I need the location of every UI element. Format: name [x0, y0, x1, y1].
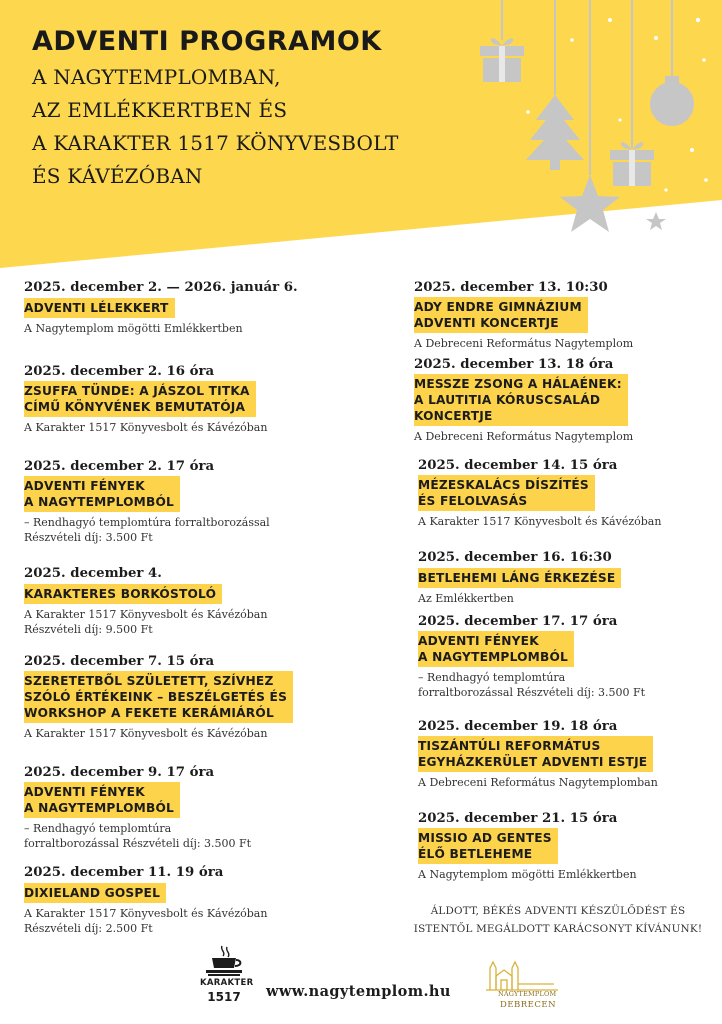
- event-date: 2025. december 2. — 2026. január 6.: [24, 280, 298, 295]
- event-date: 2025. december 16. 16:30: [418, 550, 612, 565]
- event-date: 2025. december 13. 10:30: [414, 280, 608, 295]
- header: [32, 26, 472, 193]
- event-title: MÉZESKALÁCS DÍSZÍTÉS ÉS FELOLVASÁS: [418, 475, 595, 511]
- event-date: 2025. december 13. 18 óra: [414, 357, 614, 372]
- event-date: 2025. december 7. 15 óra: [24, 654, 215, 669]
- logo-text: KARAKTER: [200, 978, 254, 988]
- event-date: 2025. december 14. 15 óra: [418, 458, 618, 473]
- page-subtitle-line: A NAGYTEMPLOMBAN,: [32, 65, 281, 89]
- event-item: [414, 279, 633, 351]
- event-title: BETLEHEMI LÁNG ÉRKEZÉSE: [418, 568, 621, 588]
- page-subtitle-line: ÉS KÁVÉZÓBAN: [32, 164, 203, 188]
- event-location: A Debreceni Református Nagytemplom: [414, 337, 634, 350]
- event-details: A Karakter 1517 Könyvesbolt és Kávézóban Részvételi díj: 2.500 Ft: [24, 907, 268, 935]
- event-item: [24, 363, 267, 435]
- event-location: Az Emlékkertben: [418, 592, 514, 605]
- event-item: [414, 356, 633, 444]
- page-subtitle-line: AZ EMLÉKKERTBEN ÉS: [32, 98, 288, 122]
- event-item: [418, 457, 661, 529]
- event-title: SZERETETBŐL SZÜLETETT, SZÍVHEZ SZÓLÓ ÉRTÉKEINK – BESZÉLGETÉS ÉS WORKSHOP A FEKETE KERÁMIÁRÓL: [24, 671, 293, 723]
- event-date: 2025. december 17. 17 óra: [418, 614, 618, 629]
- event-item: [418, 549, 621, 606]
- bauble-icon: [650, 76, 694, 126]
- nagytemplom-debrecen-logo: [482, 958, 562, 1014]
- event-location: A Karakter 1517 Könyvesbolt és Kávézóban: [24, 421, 268, 434]
- event-details: – Rendhagyó templomtúra forraltborozással Részvételi díj: 3.500 Ft: [24, 516, 270, 544]
- event-item: [418, 810, 637, 882]
- page-subtitle-line: A KARAKTER 1517 KÖNYVESBOLT: [32, 131, 399, 155]
- event-item: [24, 764, 251, 851]
- event-item: [24, 279, 298, 336]
- event-date: 2025. december 11. 19 óra: [24, 865, 224, 880]
- hanging-ornaments-decoration: [460, 0, 722, 240]
- christmas-tree-icon: [526, 95, 584, 170]
- event-title: DIXIELAND GOSPEL: [24, 883, 166, 903]
- page-title: ADVENTI PROGRAMOK: [32, 26, 382, 57]
- logo-text: NAGYTEMPLOM: [498, 990, 557, 998]
- event-title: ADVENTI FÉNYEK A NAGYTEMPLOMBÓL: [24, 476, 180, 512]
- coffee-cup-book-icon: [200, 944, 248, 978]
- event-title: ADVENTI LÉLEKKERT: [24, 298, 175, 318]
- logo-text: DEBRECEN: [500, 1000, 557, 1010]
- star-icon: [560, 175, 620, 232]
- karakter-1517-logo: [200, 944, 254, 1008]
- event-location: A Nagytemplom mögötti Emlékkertben: [24, 322, 243, 335]
- event-date: 2025. december 19. 18 óra: [418, 719, 618, 734]
- event-details: – Rendhagyó templomtúra forraltborozással Részvételi díj: 3.500 Ft: [24, 822, 252, 850]
- event-location: A Karakter 1517 Könyvesbolt és Kávézóban: [24, 727, 268, 740]
- event-location: A Debreceni Református Nagytemplom: [414, 430, 634, 443]
- event-title: ADVENTI FÉNYEK A NAGYTEMPLOMBÓL: [24, 782, 180, 818]
- event-date: 2025. december 2. 17 óra: [24, 459, 215, 474]
- event-item: [418, 613, 645, 700]
- closing-greeting: ÁLDOTT, BÉKÉS ADVENTI KÉSZÜLŐDÉST ÉS ISTENTŐL MEGÁLDOTT KARÁCSONYT KÍVÁNUNK!: [413, 905, 703, 935]
- event-details: – Rendhagyó templomtúra forraltborozással Részvételi díj: 3.500 Ft: [418, 671, 646, 699]
- event-title: KARAKTERES BORKÓSTOLÓ: [24, 584, 222, 604]
- event-date: 2025. december 9. 17 óra: [24, 765, 215, 780]
- event-title: ZSUFFA TÜNDE: A JÁSZOL TITKA CÍMŰ KÖNYVÉNEK BEMUTATÓJA: [24, 381, 256, 417]
- event-title: TISZÁNTÚLI REFORMÁTUS EGYHÁZKERÜLET ADVENTI ESTJE: [418, 736, 653, 772]
- event-title: MESSZE ZSONG A HÁLAÉNEK: A LAUTITIA KÓRUSCSALÁD KONCERTJE: [414, 374, 628, 426]
- event-item: [24, 458, 270, 545]
- event-date: 2025. december 21. 15 óra: [418, 811, 618, 826]
- event-title: MISSIO AD GENTES ÉLŐ BETLEHEME: [418, 828, 558, 864]
- event-location: A Nagytemplom mögötti Emlékkertben: [418, 868, 637, 881]
- star-icon: [646, 212, 666, 230]
- website-link[interactable]: www.nagytemplom.hu: [266, 983, 451, 1000]
- event-location: A Karakter 1517 Könyvesbolt és Kávézóban: [418, 515, 662, 528]
- event-details: A Karakter 1517 Könyvesbolt és Kávézóban Részvételi díj: 9.500 Ft: [24, 608, 268, 636]
- event-location: A Debreceni Református Nagytemplomban: [418, 776, 658, 789]
- event-item: [418, 718, 658, 790]
- event-title: ADY ENDRE GIMNÁZIUM ADVENTI KONCERTJE: [414, 297, 588, 333]
- logo-text: 1517: [207, 990, 241, 1004]
- gift-box-icon: [480, 38, 524, 82]
- event-title: ADVENTI FÉNYEK A NAGYTEMPLOMBÓL: [418, 631, 574, 667]
- gift-box-icon: [610, 142, 654, 186]
- event-date: 2025. december 2. 16 óra: [24, 364, 215, 379]
- event-item: [24, 864, 267, 936]
- event-item: [24, 653, 293, 741]
- event-date: 2025. december 4.: [24, 566, 162, 581]
- event-item: [24, 565, 267, 637]
- great-church-icon: [482, 958, 562, 992]
